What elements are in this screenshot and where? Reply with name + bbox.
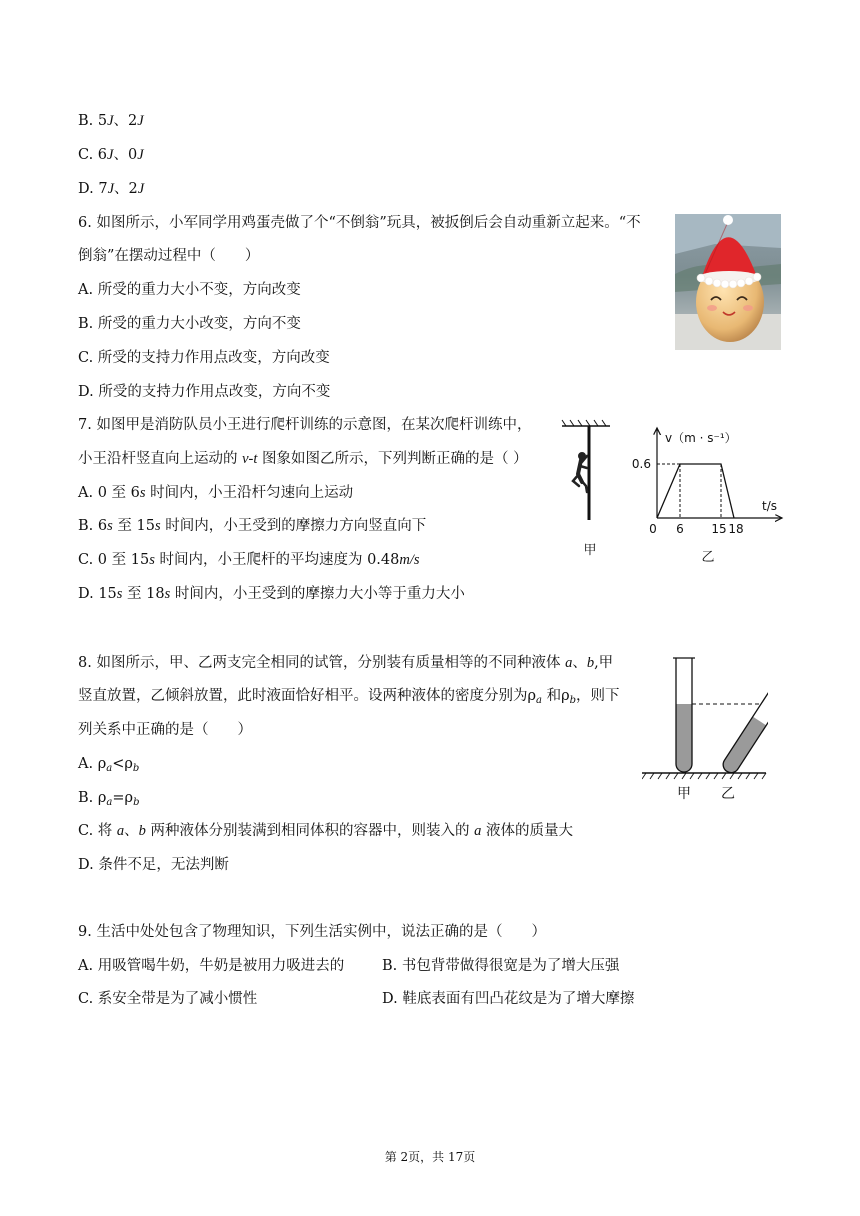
q7-stem-line2: 小王沿杆竖直向上运动的 v-t 图象如图乙所示，下列判断正确的是（ ） — [78, 451, 528, 467]
y-tick-label: 0.6 — [631, 457, 651, 471]
q6-option-c: C. 所受的支持力作用点改变，方向改变 — [78, 350, 330, 366]
q8-stem-line2: 竖直放置，乙倾斜放置，此时液面恰好相平。设两种液体的密度分别为$\rho_a$ 和$\rho_b$，则下 — [78, 688, 620, 706]
q5-option-d: D. 7J、2J — [78, 181, 145, 197]
x-tick-label: 18 — [728, 522, 744, 536]
figure-label-jia: 甲 — [677, 786, 691, 802]
test-tubes-figure — [642, 652, 768, 808]
y-axis-label: v（m · s⁻¹） — [665, 431, 737, 445]
page-footer: 第 2页，共 17页 — [384, 1150, 476, 1164]
q8-stem-line1: 8. 如图所示，甲、乙两支完全相同的试管，分别装有质量相等的不同种液体 a、b,甲 — [78, 655, 614, 671]
q7-option-b: B. 6s 至 15s 时间内，小王受到的摩擦力方向竖直向下 — [78, 518, 427, 534]
q8-option-a: A. $\rho_a<\rho_b$ — [78, 756, 140, 774]
q8-option-c: C. 将 a、b 两种液体分别装满到相同体积的容器中，则装入的 a 液体的质量大 — [78, 823, 573, 839]
x-tick-label: 0 — [649, 522, 657, 536]
q9-option-a: A. 用吸管喝牛奶，牛奶是被用力吸进去的 — [78, 958, 345, 974]
q6-option-d: D. 所受的支持力作用点改变，方向不变 — [78, 384, 331, 400]
velocity-line — [657, 464, 734, 518]
figure-label-yi: 乙 — [701, 550, 715, 565]
q8-option-b: B. $\rho_a=\rho_b$ — [78, 790, 140, 808]
q5-option-b: B. 5J、2J — [78, 113, 144, 129]
x-tick-label: 6 — [676, 522, 684, 536]
climbing-pole-figure — [556, 418, 612, 568]
q6-option-a: A. 所受的重力大小不变，方向改变 — [78, 282, 301, 298]
q8-option-d: D. 条件不足，无法判断 — [78, 857, 229, 873]
q9-option-c: C. 系安全带是为了减小惯性 — [78, 991, 258, 1007]
q7-option-c: C. 0 至 15s 时间内，小王爬杆的平均速度为 0.48m/s — [78, 552, 420, 568]
q9-option-b: B. 书包背带做得很宽是为了增大压强 — [382, 958, 620, 974]
q7-stem-line1: 7. 如图甲是消防队员小王进行爬杆训练的示意图，在某次爬杆训练中， — [78, 417, 532, 433]
q5-option-c: C. 6J、0J — [78, 147, 144, 163]
q9-option-d: D. 鞋底表面有凹凸花纹是为了增大摩擦 — [382, 991, 635, 1007]
x-tick-label: 15 — [711, 522, 727, 536]
q7-option-a: A. 0 至 6s 时间内，小王沿杆匀速向上运动 — [78, 485, 354, 501]
q9-stem: 9. 生活中处处包含了物理知识，下列生活实例中，说法正确的是（ ） — [78, 924, 546, 940]
q7-option-d: D. 15s 至 18s 时间内，小王受到的摩擦力大小等于重力大小 — [78, 586, 465, 602]
x-axis-label: t/s — [762, 499, 777, 513]
egg-tumbler-photo — [675, 214, 781, 350]
q6-stem-line2: 倒翁”在摆动过程中（ ） — [78, 248, 260, 264]
q6-stem-line1: 6. 如图所示，小军同学用鸡蛋壳做了个“不倒翁”玩具，被扳倒后会自动重新立起来。“不 — [78, 215, 641, 231]
figure-label-jia: 甲 — [583, 543, 597, 558]
q8-stem-line3: 列关系中正确的是（ ） — [78, 722, 252, 738]
q6-option-b: B. 所受的重力大小改变，方向不变 — [78, 316, 301, 332]
vt-graph — [630, 418, 790, 568]
figure-label-yi: 乙 — [721, 786, 735, 802]
